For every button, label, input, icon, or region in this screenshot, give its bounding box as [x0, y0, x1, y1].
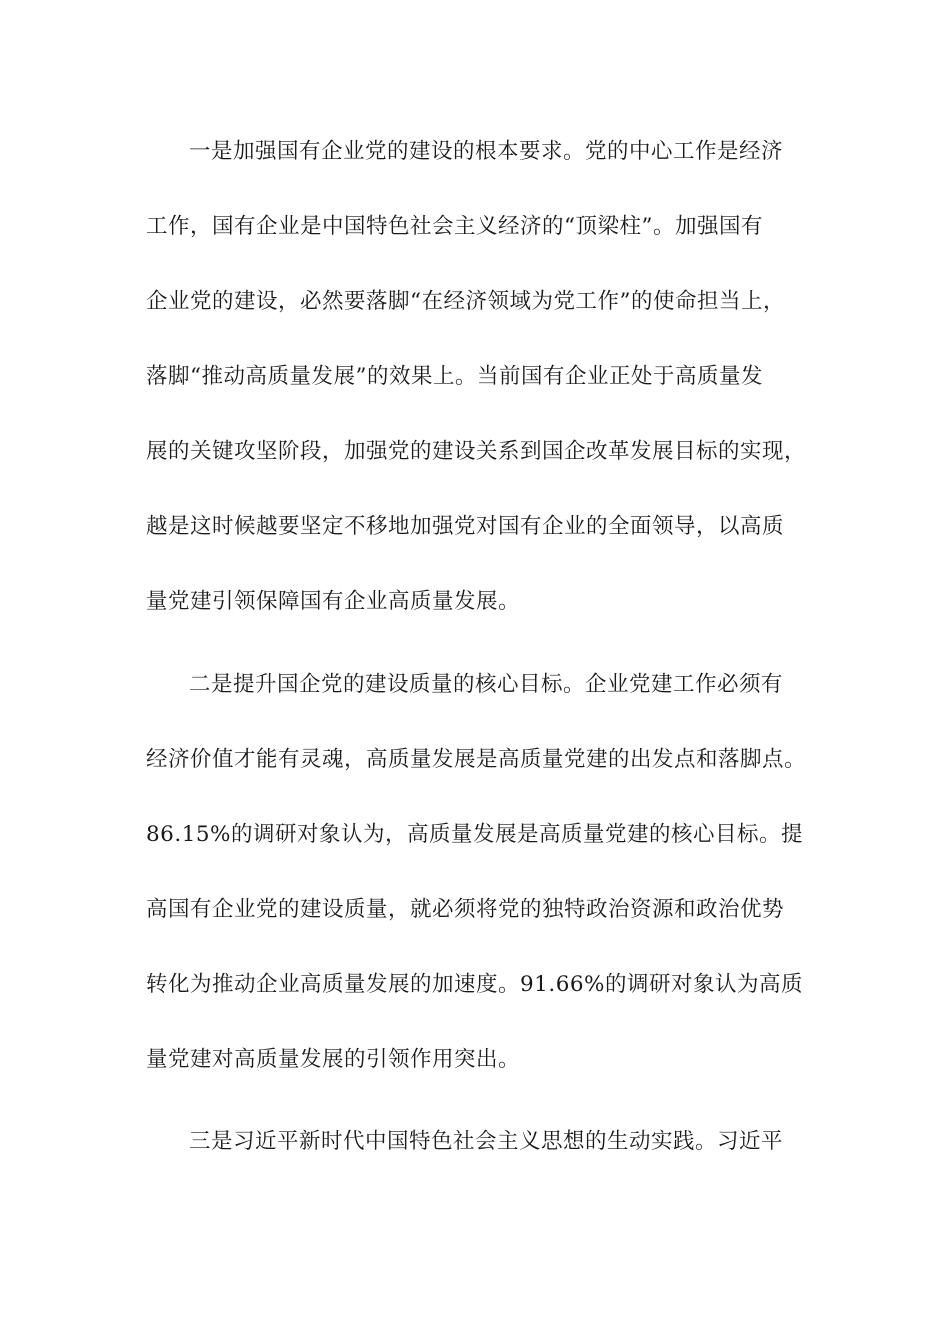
paragraph-1-line-1: 一是加强国有企业党的建设的根本要求。党的中心工作是经济: [189, 139, 784, 164]
paragraph-1-line-7: 量党建引领保障国有企业高质量发展。: [146, 589, 521, 614]
paragraph-2-line-3: 86.15%的调研对象认为，高质量发展是高质量党建的核心目标。提: [146, 822, 803, 847]
paragraph-1-line-6: 越是这时候越要坚定不移地加强党对国有企业的全面领导，以高质: [146, 514, 785, 539]
paragraph-1-line-3: 企业党的建设，必然要落脚“在经济领域为党工作”的使命担当上，: [146, 289, 785, 314]
paragraph-2-line-2: 经济价值才能有灵魂，高质量发展是高质量党建的出发点和落脚点。: [146, 747, 807, 772]
paragraph-2-line-6: 量党建对高质量发展的引领作用突出。: [146, 1047, 521, 1072]
paragraph-2-line-5: 转化为推动企业高质量发展的加速度。91.66%的调研对象认为高质: [146, 972, 803, 997]
paragraph-1-line-2: 工作，国有企业是中国特色社会主义经济的“顶梁柱”。加强国有: [146, 214, 763, 239]
paragraph-2-line-4: 高国有企业党的建设质量，就必须将党的独特政治资源和政治优势: [146, 897, 785, 922]
paragraph-3-line-1: 三是习近平新时代中国特色社会主义思想的生动实践。习近平: [189, 1129, 784, 1154]
paragraph-1-line-4: 落脚“推动高质量发展”的效果上。当前国有企业正处于高质量发: [146, 364, 763, 389]
paragraph-1-line-5: 展的关键攻坚阶段，加强党的建设关系到国企改革发展目标的实现，: [146, 439, 807, 464]
paragraph-2-line-1: 二是提升国企党的建设质量的核心目标。企业党建工作必须有: [189, 672, 784, 697]
